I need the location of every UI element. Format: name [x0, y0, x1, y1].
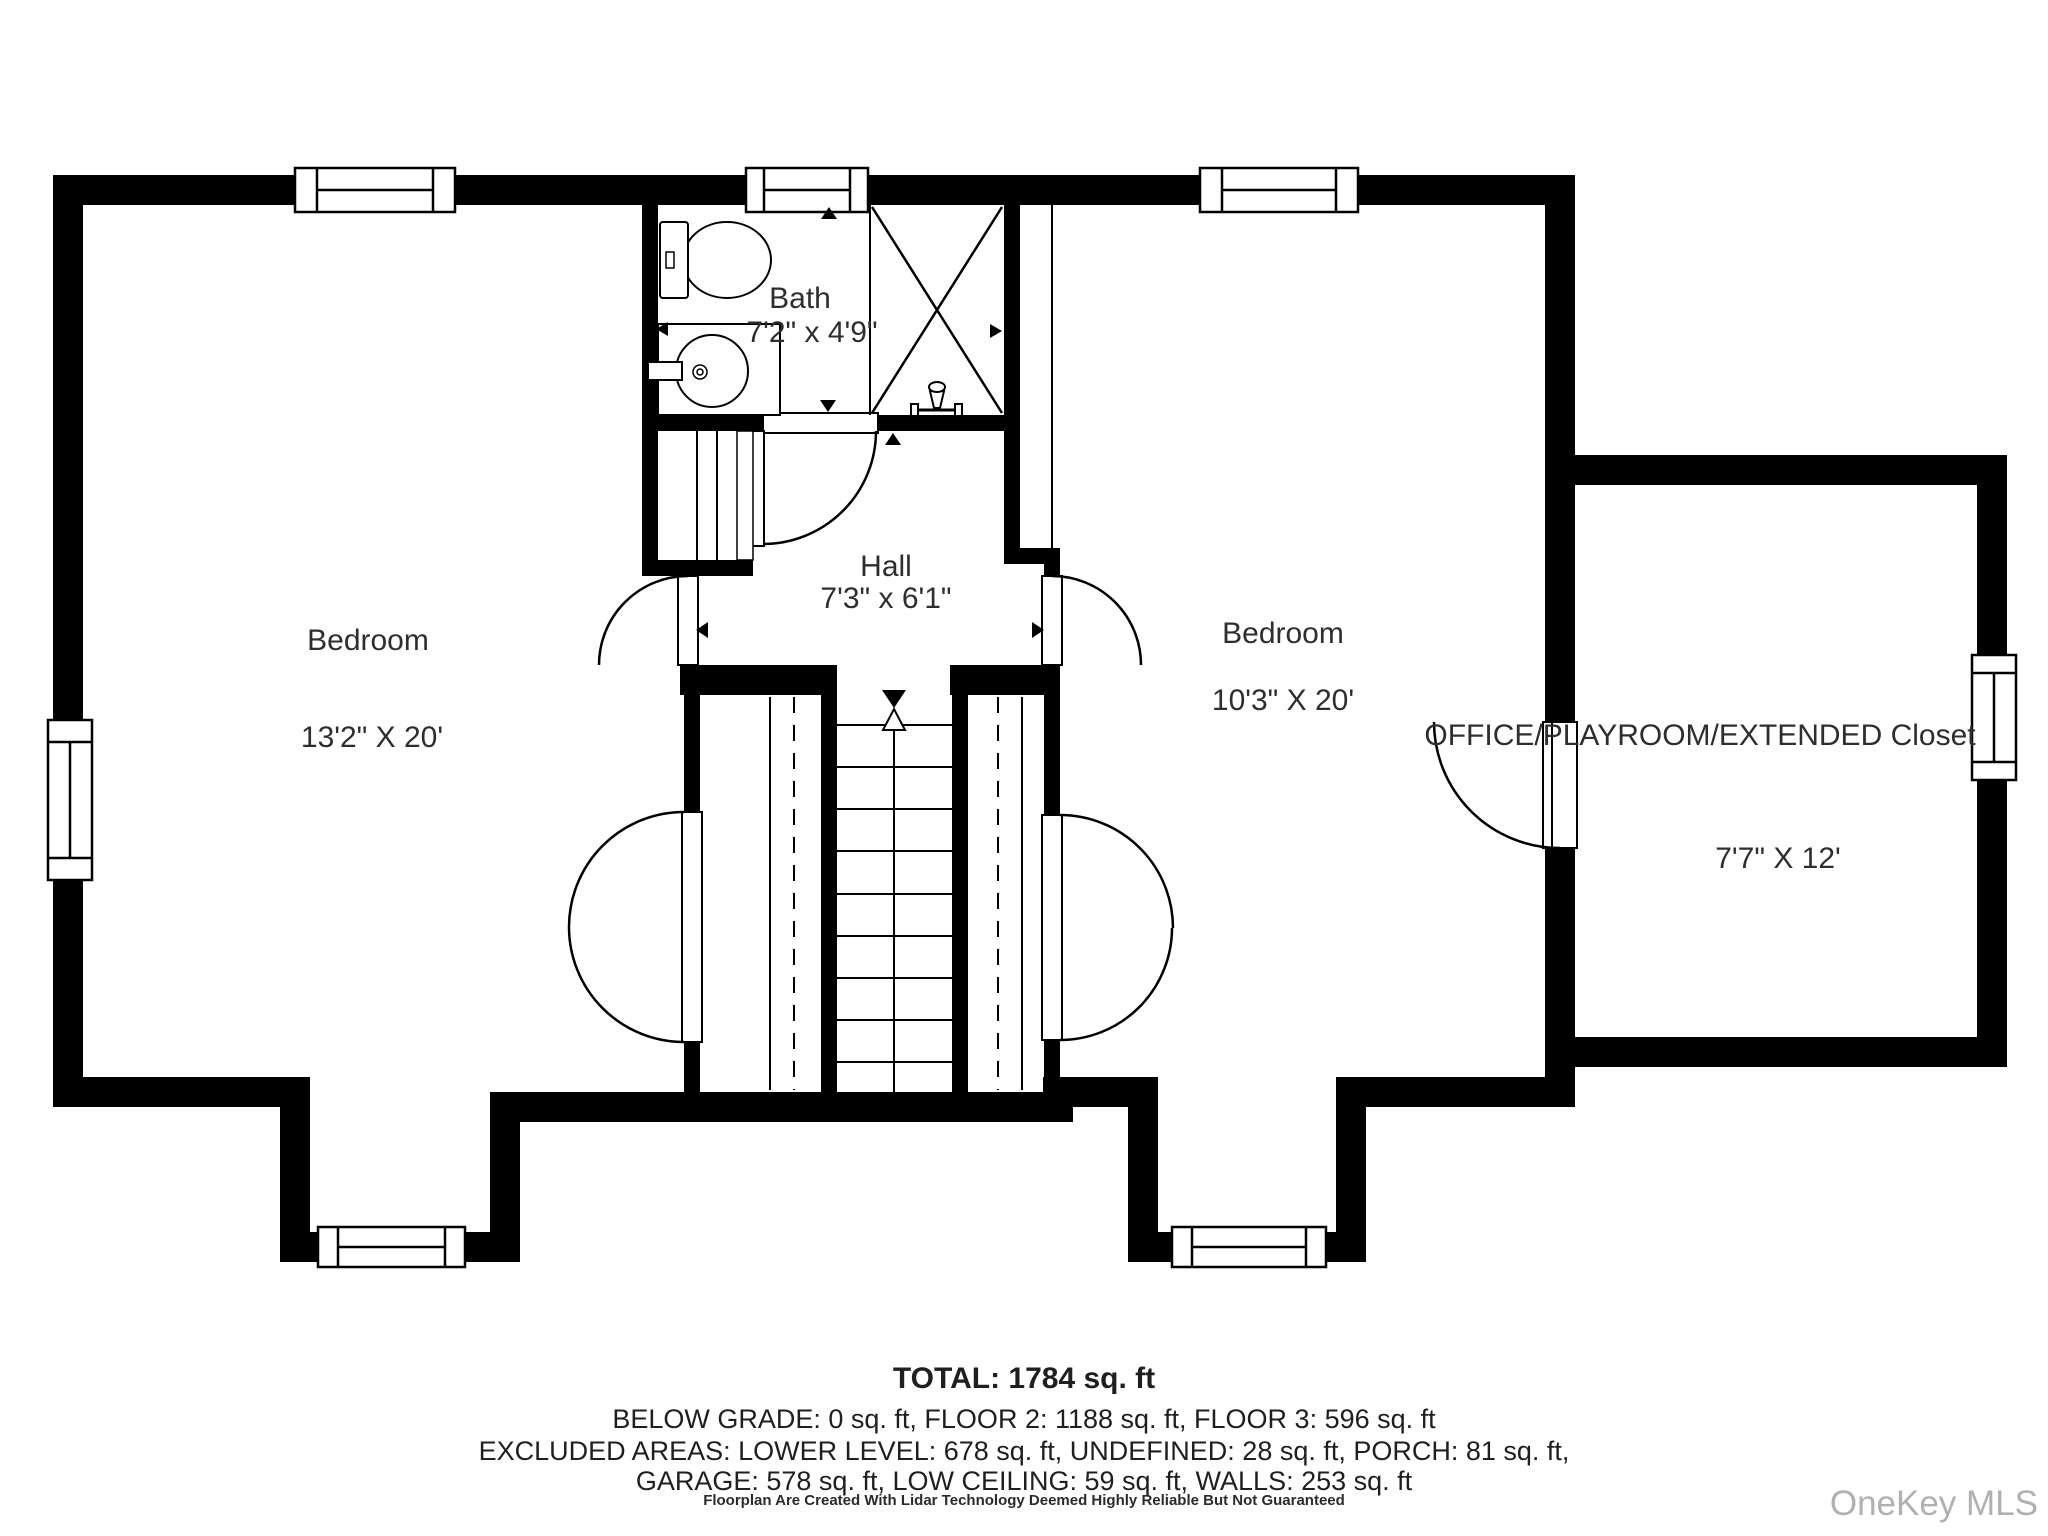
hall-right-wall-stub — [1044, 564, 1060, 576]
bath-left-wall — [642, 205, 658, 576]
room-labels — [301, 282, 1976, 875]
bath-door-arc — [763, 431, 876, 544]
right-closet-door-opening — [1042, 815, 1062, 1040]
shower-head-icon — [911, 382, 962, 416]
left-closet-wall-lower — [684, 1042, 700, 1092]
right-bedroom-label: Bedroom — [1222, 617, 1344, 650]
window-right-bedroom-top — [1200, 168, 1358, 212]
bath-closet-bottom-wall — [642, 560, 753, 576]
left-bedroom-door-leaf — [678, 576, 698, 665]
office-left-wall-upper — [1545, 485, 1575, 722]
left-closet-bifold-arc-bottom — [569, 927, 684, 1042]
summary-total: TOTAL: 1784 sq. ft — [892, 1362, 1156, 1395]
toilet-icon — [660, 222, 771, 298]
office-label: OFFICE/PLAYROOM/EXTENDED Closet — [1424, 719, 1976, 752]
right-bedroom-bottom-wall-right — [1336, 1077, 1575, 1107]
hall-bottom-wall-left — [680, 665, 837, 695]
bath-door-marker-icon — [820, 400, 836, 412]
office-bottom-wall — [1545, 1037, 2007, 1067]
summary-excluded-areas: EXCLUDED AREAS: LOWER LEVEL: 678 sq. ft, UNDEFINED: 28 sq. ft, PORCH: 81 sq. ft, — [478, 1436, 1570, 1466]
right-bedroom-right-wall — [1545, 175, 1575, 485]
hall-top-marker-icon — [885, 433, 901, 445]
summary-garage-walls: GARAGE: 578 sq. ft, LOW CEILING: 59 sq. ft, WALLS: 253 sq. ft — [635, 1466, 1413, 1496]
disclaimer-text: Floorplan Are Created With Lidar Technology Deemed Highly Reliable But Not Guaranteed — [703, 1492, 1345, 1509]
right-bedroom-dims: 10'3" X 20' — [1211, 684, 1355, 717]
shower-right-wall — [1004, 205, 1020, 431]
bath-bottom-wall-left — [642, 415, 763, 431]
office-left-wall-lower — [1545, 848, 1575, 1077]
right-closet-bifold-arc-bottom — [1060, 928, 1172, 1040]
right-bedroom-door-arc — [1052, 576, 1141, 665]
right-closet-wall-lower — [1044, 1040, 1060, 1092]
stair-section-bottom-wall — [490, 1092, 1073, 1122]
left-closet-door-opening — [682, 812, 702, 1042]
right-closet-wall-upper — [1044, 695, 1060, 815]
left-closet-bifold-arc-top — [569, 812, 684, 927]
window-left-bumpout — [318, 1227, 465, 1267]
office-dims: 7'7" X 12' — [1715, 842, 1841, 875]
stairwell-right-wall — [952, 695, 968, 1092]
window-left-wall — [48, 720, 92, 880]
left-bedroom-door-arc — [599, 576, 688, 665]
left-closet-wall-upper — [684, 695, 700, 812]
stairwell-left-wall — [821, 695, 837, 1092]
window-office-right — [1972, 655, 2016, 780]
office-top-wall — [1545, 455, 2007, 485]
window-bath-top — [746, 168, 868, 212]
window-left-bedroom-top — [295, 168, 455, 212]
bath-bottom-wall-right — [878, 415, 1020, 431]
bath-label: Bath — [769, 282, 831, 315]
hall-bottom-wall-right — [950, 665, 1060, 695]
summary-floors: BELOW GRADE: 0 sq. ft, FLOOR 2: 1188 sq. ft, FLOOR 3: 596 sq. ft — [612, 1404, 1436, 1434]
left-wall — [53, 175, 83, 1107]
stair-direction-arrow-icon — [882, 690, 906, 708]
left-bedroom-dims: 13'2" X 20' — [300, 721, 444, 754]
right-bedroom-door-leaf — [1042, 576, 1062, 665]
right-closet-bifold-arc-top — [1060, 815, 1173, 928]
hall-right-wall-upper — [1004, 431, 1020, 548]
left-bedroom-bottom-wall — [53, 1077, 310, 1107]
bath-dims: 7'2" x 4'9" — [746, 316, 878, 349]
hall-label: Hall — [860, 550, 912, 583]
bath-closet-opening — [737, 431, 753, 560]
stair-direction-arrow-outline-icon — [883, 709, 905, 730]
left-bedroom-label: Bedroom — [307, 624, 429, 657]
stairs — [770, 690, 1022, 1092]
shower-marker-icon — [990, 324, 1002, 338]
window-right-bumpout — [1172, 1227, 1326, 1267]
hall-dims: 7'3" x 6'1" — [820, 582, 952, 615]
hall-right-wall-jog — [1004, 548, 1060, 564]
watermark: OneKey MLS — [1829, 1484, 2038, 1523]
